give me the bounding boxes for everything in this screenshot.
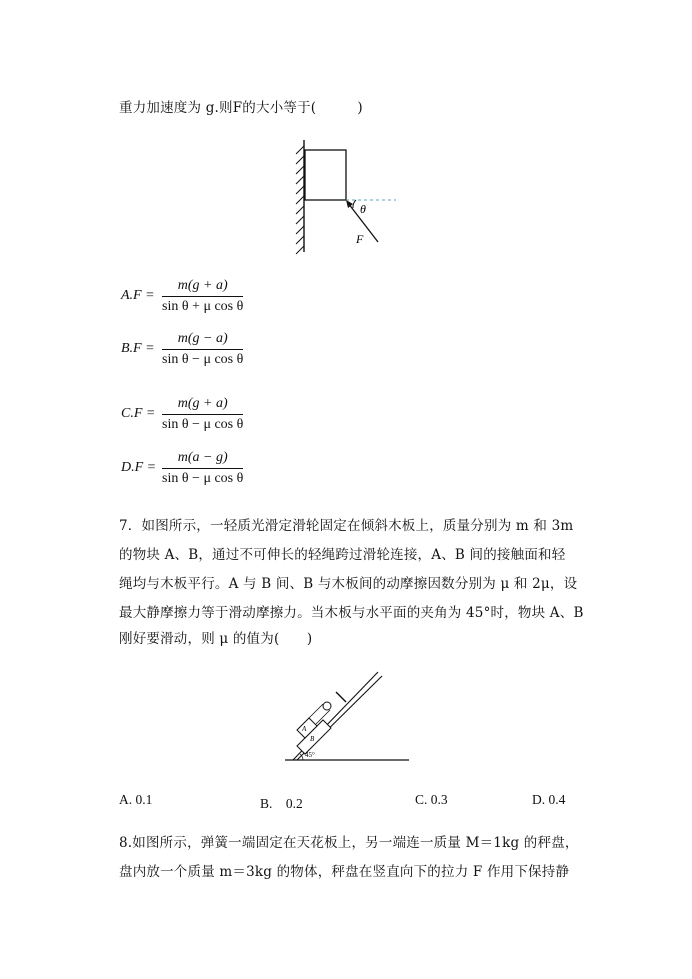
force-label: F <box>356 232 364 246</box>
q6-figure <box>290 136 410 256</box>
option-b-fraction <box>162 330 243 369</box>
angle-label: 45° <box>305 751 315 759</box>
q8-line-2: 盘内放一个质量 m＝3kg 的物体，秤盘在竖直向下的拉力 F 作用下保持静 <box>119 864 570 880</box>
option-a-fraction <box>162 277 243 316</box>
q7-line-2: 的物块 A、B，通过不可伸长的轻绳跨过滑轮连接，A、B 间的接触面和轻 <box>119 547 566 563</box>
option-a-denominator: sin θ + μ cos θ <box>162 299 244 314</box>
fraction-bar <box>162 349 243 350</box>
fraction-bar <box>162 414 243 415</box>
q7-choice-a: A. 0.1 <box>119 792 153 807</box>
option-c-numerator: m(g + a) <box>177 396 228 411</box>
q7-line-4: 最大静摩擦力等于滑动摩擦力。当木板与水平面的夹角为 45°时，物块 A、B <box>119 605 584 621</box>
option-c-label: C.F = <box>121 406 156 421</box>
option-d-numerator: m(a − g) <box>177 450 228 465</box>
block-b-label: B <box>310 735 315 743</box>
q7-choice-d: D. 0.4 <box>532 792 566 807</box>
pulley-icon <box>323 702 331 710</box>
block-a-label: A <box>302 725 307 733</box>
option-b-numerator: m(g − a) <box>177 331 228 346</box>
pulley-mount <box>336 692 346 702</box>
option-d-label: D.F = <box>121 460 157 475</box>
option-c-fraction <box>162 395 243 434</box>
option-a-label: A.F = <box>121 288 155 303</box>
rope-upper <box>309 704 323 718</box>
theta-label: θ <box>360 202 366 216</box>
force-arrowhead <box>346 200 353 208</box>
q7-figure <box>283 668 413 764</box>
option-b-denominator: sin θ − μ cos θ <box>162 352 244 367</box>
q7-line-3: 绳均与木板平行。A 与 B 间、B 与木板间的动摩擦因数分别为 μ 和 2μ，设 <box>119 576 578 592</box>
block <box>305 150 346 200</box>
wall-hatching <box>296 146 304 254</box>
option-d-fraction <box>162 449 243 488</box>
fraction-bar <box>162 296 243 297</box>
q6-stem: 重力加速度为 g.则F的大小等于( ) <box>119 100 363 116</box>
option-b-label: B.F = <box>121 341 155 356</box>
option-d-denominator: sin θ − μ cos θ <box>162 471 244 486</box>
angle-arc <box>353 200 356 208</box>
option-c-denominator: sin θ − μ cos θ <box>162 417 244 432</box>
q7-choice-c: C. 0.3 <box>415 792 448 807</box>
q8-line-1: 8.如图所示，弹簧一端固定在天花板上，另一端连一质量 M＝1kg 的秤盘， <box>119 835 579 851</box>
option-a-numerator: m(g + a) <box>177 278 228 293</box>
q7-line-5: 刚好要滑动，则 μ 的值为( ) <box>119 631 313 647</box>
fraction-bar <box>162 468 243 469</box>
q7-line-1: 7．如图所示，一轻质光滑定滑轮固定在倾斜木板上，质量分别为 m 和 3m <box>119 518 574 534</box>
q7-choice-b: B. 0.2 <box>260 796 303 811</box>
